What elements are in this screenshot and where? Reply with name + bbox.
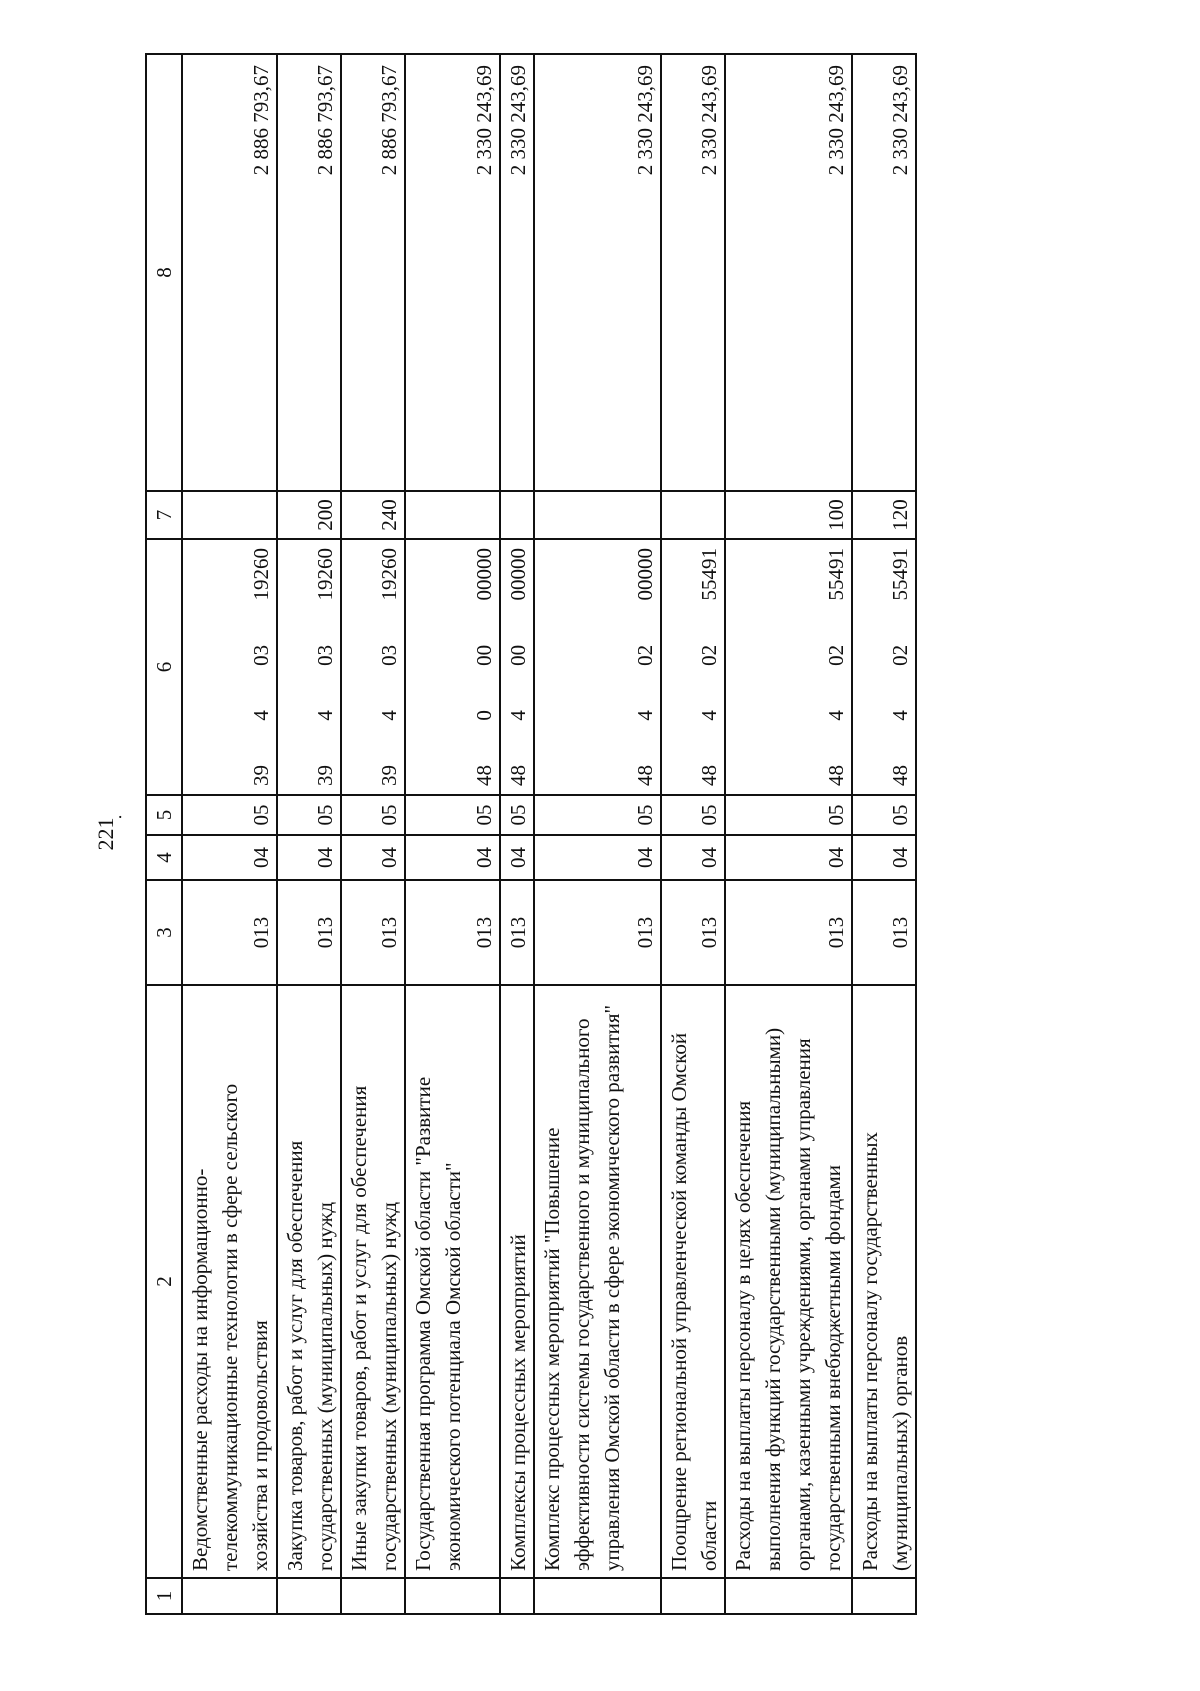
table-row [661,54,725,1614]
subsection-code-cell: 05 [534,795,661,835]
target-article-part: 48 [472,765,496,786]
subsection-code-cell: 05 [182,795,277,835]
target-article-part: 00000 [506,548,530,601]
target-article-cell [182,539,277,795]
amount-cell: 2 886 793,67 [182,54,277,491]
expense-type-cell [182,491,277,539]
target-article-part: 03 [377,644,401,666]
row-number-cell [725,1578,852,1614]
target-article-part: 19260 [377,548,401,601]
amount-cell: 2 330 243,69 [405,54,500,491]
target-article-cell [500,539,534,795]
target-article-part: 55491 [697,548,721,601]
budget-table [145,53,917,1615]
target-article-part: 02 [824,644,848,666]
target-article-part: 4 [888,710,912,721]
subsection-code-cell: 05 [341,795,405,835]
column-header-8: 8 [146,54,182,491]
description-cell: Комплексы процессных мероприятий [500,985,534,1578]
target-article-part: 55491 [888,548,912,601]
column-header-1: 1 [146,1578,182,1614]
row-number-cell [341,1578,405,1614]
column-header-4: 4 [146,835,182,880]
column-header-6: 6 [146,539,182,795]
description-cell: Иные закупки товаров, работ и услуг для обеспечения государственных (муниципальных) нужд [341,985,405,1578]
ministry-code-cell: 013 [405,880,500,985]
target-article-part: 39 [313,765,337,786]
target-article-part: 0 [472,710,496,721]
column-header-2: 2 [146,985,182,1578]
section-code-cell: 04 [852,835,916,880]
amount-cell: 2 886 793,67 [341,54,405,491]
target-article-part: 19260 [249,548,273,601]
amount-cell: 2 330 243,69 [534,54,661,491]
target-article-part: 00 [506,644,530,666]
description-cell: Расходы на выплаты персоналу в целях обеспечения выполнения функций государственными (муниципальными) органами, казенными учреждениями, органами управления государственными внебюджетными фондами [725,985,852,1578]
target-article-part: 4 [697,710,721,721]
ministry-code-cell: 013 [277,880,341,985]
table-row [405,54,500,1614]
expense-type-cell: 200 [277,491,341,539]
target-article-part: 03 [313,644,337,666]
target-article-part: 00000 [472,548,496,601]
table-row [725,54,852,1614]
target-article-cell [405,539,500,795]
expense-type-cell [500,491,534,539]
target-article-part: 48 [824,765,848,786]
target-article-part: 48 [697,765,721,786]
row-number-cell [405,1578,500,1614]
row-number-cell [277,1578,341,1614]
target-article-part: 48 [506,765,530,786]
expense-type-cell: 120 [852,491,916,539]
section-code-cell: 04 [500,835,534,880]
row-number-cell [852,1578,916,1614]
stray-dot: . [118,802,123,822]
table-body [182,54,916,1614]
target-article-part: 39 [249,765,273,786]
table-row [182,54,277,1614]
expense-type-cell [405,491,500,539]
row-number-cell [661,1578,725,1614]
target-article-part: 39 [377,765,401,786]
target-article-part: 4 [506,710,530,721]
row-number-cell [534,1578,661,1614]
ministry-code-cell: 013 [341,880,405,985]
target-article-cell [277,539,341,795]
target-article-part: 00000 [633,548,657,601]
subsection-code-cell: 05 [725,795,852,835]
expense-type-cell [534,491,661,539]
subsection-code-cell: 05 [661,795,725,835]
ministry-code-cell: 013 [661,880,725,985]
column-header-3: 3 [146,880,182,985]
target-article-part: 19260 [313,548,337,601]
section-code-cell: 04 [534,835,661,880]
target-article-part: 4 [313,710,337,721]
section-code-cell: 04 [661,835,725,880]
amount-cell: 2 330 243,69 [661,54,725,491]
section-code-cell: 04 [725,835,852,880]
amount-cell: 2 330 243,69 [725,54,852,491]
ministry-code-cell: 013 [852,880,916,985]
column-header-7: 7 [146,491,182,539]
amount-cell: 2 886 793,67 [277,54,341,491]
table-row [534,54,661,1614]
subsection-code-cell: 05 [500,795,534,835]
target-article-cell [725,539,852,795]
target-article-part: 48 [633,765,657,786]
subsection-code-cell: 05 [405,795,500,835]
row-number-cell [500,1578,534,1614]
expense-type-cell [661,491,725,539]
row-number-cell [182,1578,277,1614]
target-article-cell [661,539,725,795]
description-cell: Государственная программа Омской области "Развитие экономического потенциала Омской области" [405,985,500,1578]
description-cell: Поощрение региональной управленческой команды Омской области [661,985,725,1578]
section-code-cell: 04 [277,835,341,880]
ministry-code-cell: 013 [725,880,852,985]
header-row [146,54,182,1614]
target-article-part: 02 [697,644,721,666]
target-article-part: 4 [249,710,273,721]
table-row [277,54,341,1614]
expense-type-cell: 100 [725,491,852,539]
target-article-part: 03 [249,644,273,666]
column-header-5: 5 [146,795,182,835]
description-cell: Закупка товаров, работ и услуг для обеспечения государственных (муниципальных) нужд [277,985,341,1578]
target-article-part: 02 [633,644,657,666]
target-article-part: 4 [377,710,401,721]
target-article-part: 4 [633,710,657,721]
table-row [341,54,405,1614]
table-row [500,54,534,1614]
target-article-part: 4 [824,710,848,721]
target-article-cell [341,539,405,795]
section-code-cell: 04 [341,835,405,880]
page-number: 221 [93,817,118,851]
ministry-code-cell: 013 [182,880,277,985]
amount-cell: 2 330 243,69 [852,54,916,491]
budget-table-container [145,55,1160,1615]
ministry-code-cell: 013 [500,880,534,985]
ministry-code-cell: 013 [534,880,661,985]
expense-type-cell: 240 [341,491,405,539]
section-code-cell: 04 [182,835,277,880]
description-cell: Расходы на выплаты персоналу государственных (муниципальных) органов [852,985,916,1578]
description-cell: Ведомственные расходы на информационно-телекоммуникационные технологии в сфере сельского хозяйства и продовольствия [182,985,277,1578]
target-article-cell [534,539,661,795]
description-cell: Комплекс процессных мероприятий "Повышение эффективности системы государственного и муниципального управления Омской области в сфере экономического развития" [534,985,661,1578]
target-article-cell [852,539,916,795]
target-article-part: 00 [472,644,496,666]
target-article-part: 02 [888,644,912,666]
table-row [852,54,916,1614]
amount-cell: 2 330 243,69 [500,54,534,491]
section-code-cell: 04 [405,835,500,880]
subsection-code-cell: 05 [277,795,341,835]
target-article-part: 55491 [824,548,848,601]
target-article-part: 48 [888,765,912,786]
subsection-code-cell: 05 [852,795,916,835]
